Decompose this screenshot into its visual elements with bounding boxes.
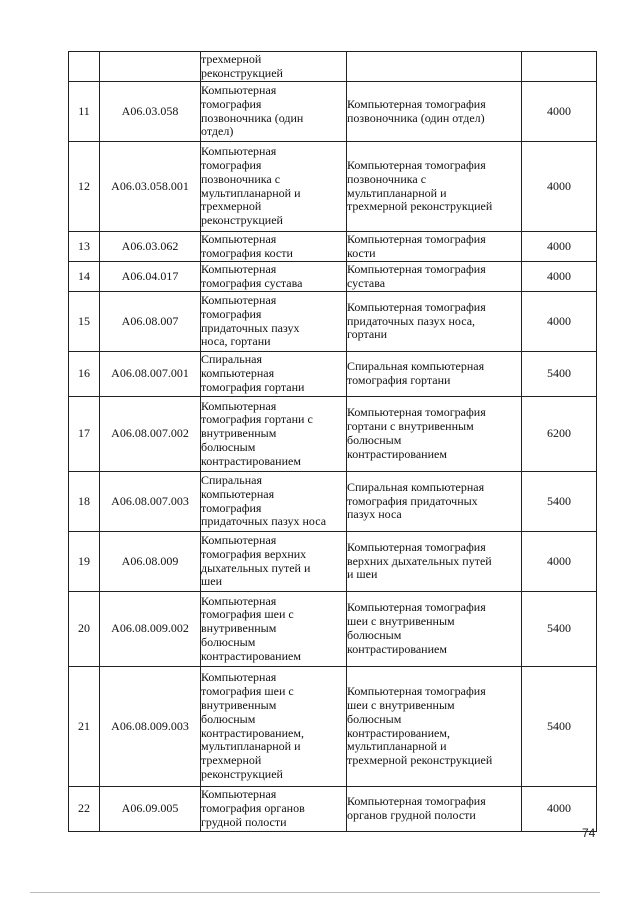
code-cell <box>100 232 201 262</box>
service-description-cell <box>347 397 522 472</box>
row-number-cell <box>69 397 100 472</box>
service-description-cell <box>347 292 522 352</box>
code-text: А06.08.009 <box>121 553 179 568</box>
service-description-cell <box>347 532 522 592</box>
service-description-text: Компьютерная томография верхних дыхательных путей и шеи <box>347 539 492 582</box>
price-cell <box>522 232 597 262</box>
service-name-cell <box>201 142 347 232</box>
service-name-cell <box>201 787 347 832</box>
service-description-cell <box>347 82 522 142</box>
price-cell <box>522 352 597 397</box>
price-cell <box>522 292 597 352</box>
service-description-cell <box>347 352 522 397</box>
service-name-text: Компьютерная томография придаточных пазух носа, гортани <box>201 292 300 349</box>
service-description-text: Компьютерная томография позвоночника с мультипланарной и трехмерной реконструкцией <box>347 157 493 214</box>
code-cell <box>100 262 201 292</box>
service-name-cell <box>201 52 347 82</box>
table-body <box>69 52 597 832</box>
service-name-text: Компьютерная томография органов грудной полости <box>201 787 305 829</box>
page-number: 74 <box>582 826 596 840</box>
row-number-cell <box>69 142 100 232</box>
code-cell <box>100 397 201 472</box>
table-row <box>69 352 597 397</box>
service-description-cell <box>347 472 522 532</box>
row-number-cell <box>69 532 100 592</box>
code-cell <box>100 667 201 787</box>
service-description-text: Компьютерная томография шеи с внутривенным болюсным контрастированием <box>347 600 486 656</box>
price-cell <box>522 397 597 472</box>
table-row <box>69 142 597 232</box>
code-text: А06.08.007.001 <box>111 366 189 381</box>
row-number-cell <box>69 592 100 667</box>
price-cell <box>522 262 597 292</box>
code-cell <box>100 82 201 142</box>
table-row <box>69 532 597 592</box>
code-cell <box>100 352 201 397</box>
price-cell <box>522 52 597 82</box>
service-name-cell <box>201 292 347 352</box>
price-text: 4000 <box>547 313 571 328</box>
row-number-text: 22 <box>78 801 90 816</box>
code-cell <box>100 787 201 832</box>
price-text: 4000 <box>547 103 571 118</box>
price-cell <box>522 472 597 532</box>
service-description-text: Компьютерная томография сустава <box>347 261 486 290</box>
price-text: 4000 <box>547 553 571 568</box>
code-cell <box>100 52 201 82</box>
service-description-text: Компьютерная томография органов грудной полости <box>347 794 486 822</box>
table-row <box>69 787 597 832</box>
row-number-cell <box>69 52 100 82</box>
service-description-text: Спиральная компьютерная томография гортани <box>347 359 485 387</box>
service-description-text: Компьютерная томография гортани с внутривенным болюсным контрастированием <box>347 405 486 461</box>
service-name-cell <box>201 592 347 667</box>
price-cell <box>522 142 597 232</box>
service-name-cell <box>201 352 347 397</box>
service-name-text: Компьютерная томография шеи с внутривенным болюсным контрастированием, мультипланарной и трехмерной реконструкцией <box>201 670 304 781</box>
service-name-text: Компьютерная томография верхних дыхательных путей и шеи <box>201 532 311 589</box>
price-text: 4000 <box>547 801 571 816</box>
price-text: 4000 <box>547 268 571 283</box>
service-name-cell <box>201 232 347 262</box>
service-name-text: Компьютерная томография позвоночника с мультипланарной и трехмерной реконструкцией <box>201 144 301 228</box>
code-text: А06.08.009.002 <box>111 621 189 636</box>
price-text: 5400 <box>547 718 571 733</box>
service-description-cell <box>347 52 522 82</box>
code-text: А06.09.005 <box>121 801 179 816</box>
service-name-text: Компьютерная томография гортани с внутривенным болюсным контрастированием <box>201 398 313 468</box>
service-description-cell <box>347 232 522 262</box>
row-number-text: 16 <box>78 366 90 381</box>
service-name-cell <box>201 472 347 532</box>
code-text: А06.08.007.002 <box>111 426 189 441</box>
service-name-cell <box>201 397 347 472</box>
code-cell <box>100 472 201 532</box>
price-text: 5400 <box>547 493 571 508</box>
table-row-continuation <box>69 52 597 82</box>
code-cell <box>100 592 201 667</box>
price-cell <box>522 82 597 142</box>
row-number-text: 13 <box>78 238 90 253</box>
row-number-text: 17 <box>78 426 90 441</box>
price-text: 5400 <box>547 621 571 636</box>
price-cell <box>522 592 597 667</box>
row-number-cell <box>69 262 100 292</box>
code-text: А06.03.058 <box>121 103 179 118</box>
row-number-cell <box>69 472 100 532</box>
price-cell <box>522 532 597 592</box>
code-text: А06.03.062 <box>121 238 179 253</box>
price-text: 4000 <box>547 238 571 253</box>
row-number-cell <box>69 232 100 262</box>
service-name-text: Компьютерная томография шеи с внутривенным болюсным контрастированием <box>201 593 301 663</box>
table-row <box>69 232 597 262</box>
code-text: А06.03.058.001 <box>111 178 189 193</box>
row-number-text: 11 <box>78 103 90 118</box>
row-number-text: 15 <box>78 313 90 328</box>
row-number-text: 20 <box>78 621 90 636</box>
service-description-text: Компьютерная томография придаточных пазух носа, гортани <box>347 299 486 342</box>
price-cell <box>522 667 597 787</box>
table-row <box>69 472 597 532</box>
service-description-cell <box>347 142 522 232</box>
service-name-cell <box>201 667 347 787</box>
table-row <box>69 292 597 352</box>
service-description-text: Спиральная компьютерная томография придаточных пазух носа <box>347 479 485 522</box>
code-cell <box>100 142 201 232</box>
table-row <box>69 82 597 142</box>
code-cell <box>100 292 201 352</box>
price-text: 5400 <box>547 366 571 381</box>
price-cell <box>522 787 597 832</box>
service-name-cell <box>201 532 347 592</box>
code-text: А06.08.007 <box>121 313 179 328</box>
service-name-text: Спиральная компьютерная томография придаточных пазух носа <box>201 472 327 529</box>
service-description-text: Компьютерная томография кости <box>347 231 486 260</box>
service-description-text: Компьютерная томография позвоночника (один отдел) <box>347 96 486 125</box>
service-description-text: Компьютерная томография шеи с внутривенным болюсным контрастированием, мультипланарной и трехмерной реконструкцией <box>347 684 493 768</box>
row-number-text: 18 <box>78 493 90 508</box>
code-text: А06.04.017 <box>121 268 179 283</box>
table-row <box>69 397 597 472</box>
service-description-cell <box>347 667 522 787</box>
table-row <box>69 262 597 292</box>
table-row <box>69 667 597 787</box>
row-number-cell <box>69 292 100 352</box>
service-name-text: Спиральная компьютерная томография гортани <box>201 352 305 394</box>
table-row <box>69 592 597 667</box>
service-name-cell <box>201 262 347 292</box>
row-number-cell <box>69 787 100 832</box>
service-name-text: Компьютерная томография кости <box>201 231 293 260</box>
code-text: А06.08.009.003 <box>111 718 189 733</box>
price-text: 6200 <box>547 426 571 441</box>
service-description-cell <box>347 262 522 292</box>
row-number-text: 21 <box>78 718 90 733</box>
price-text: 4000 <box>547 178 571 193</box>
row-number-text: 19 <box>78 553 90 568</box>
service-description-cell <box>347 787 522 832</box>
service-name-cell <box>201 82 347 142</box>
service-name-text: трехмерной реконструкцией <box>201 51 283 80</box>
row-number-cell <box>69 352 100 397</box>
service-description-cell <box>347 592 522 667</box>
row-number-text: 14 <box>78 268 90 283</box>
service-name-text: Компьютерная томография позвоночника (один отдел) <box>201 82 304 139</box>
service-name-text: Компьютерная томография сустава <box>201 261 303 290</box>
price-table <box>68 51 597 832</box>
row-number-cell <box>69 82 100 142</box>
code-cell <box>100 532 201 592</box>
code-text: А06.08.007.003 <box>111 493 189 508</box>
row-number-cell <box>69 667 100 787</box>
scan-bottom-line <box>30 892 600 893</box>
row-number-text: 12 <box>78 178 90 193</box>
